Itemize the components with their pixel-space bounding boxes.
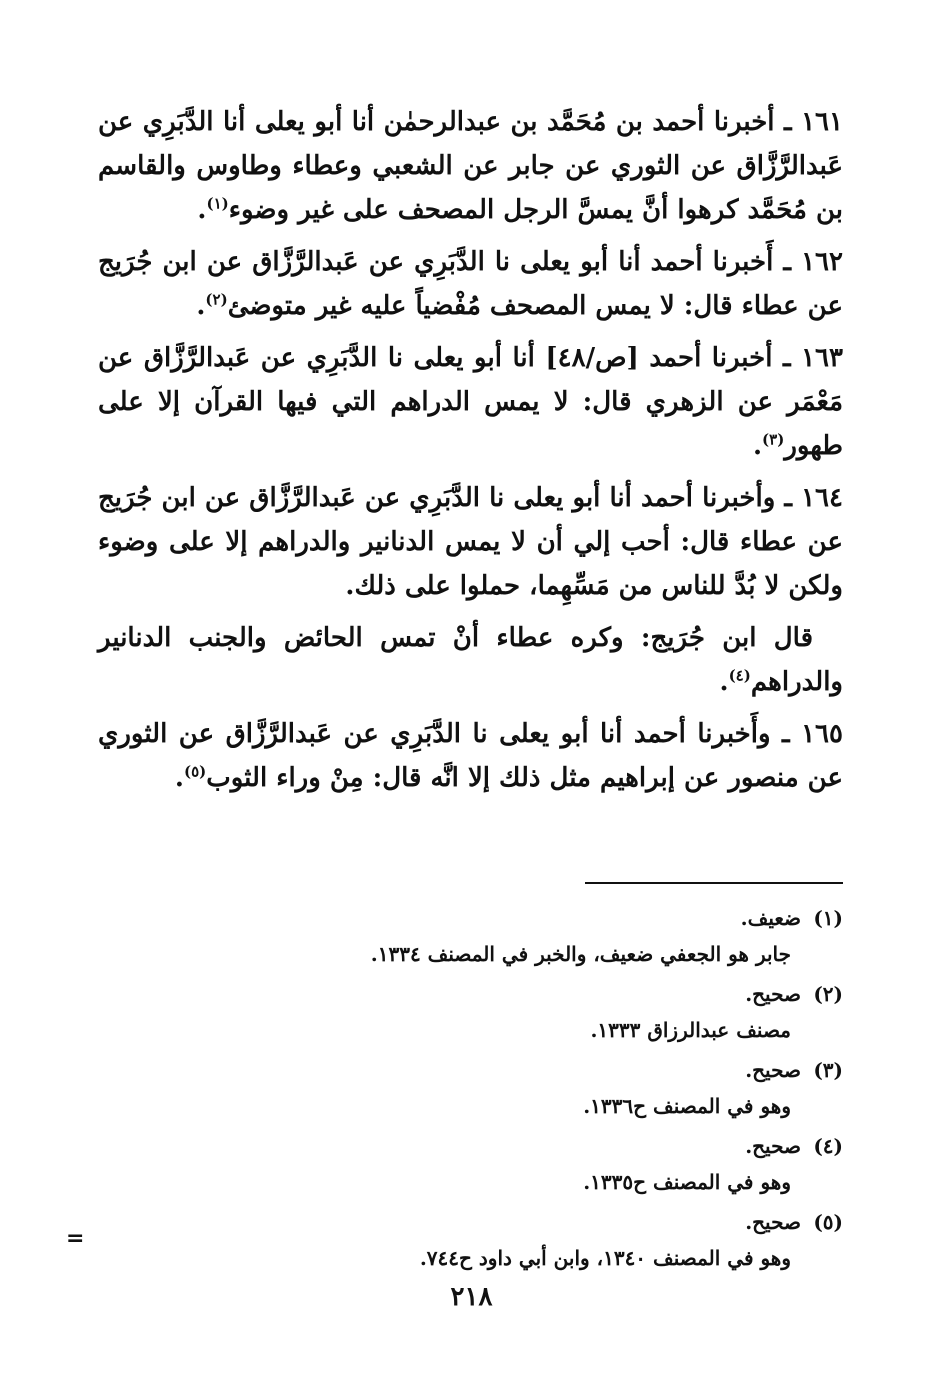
- hadith-164: [98, 476, 843, 608]
- hadith-tail: .: [196, 291, 206, 321]
- hadith-165: [98, 712, 843, 800]
- footnote-separator: [585, 882, 843, 884]
- footnote-ref: (٣): [762, 430, 785, 449]
- footnote-ref: (٢): [205, 290, 228, 309]
- footnote-ref: (٤): [728, 666, 751, 685]
- page-number: ٢١٨: [450, 1282, 493, 1312]
- hadith-text: ١٦٤ ـ وأخبرنا أحمد أنا أبو يعلى نا الدَّبَرِي عن عَبدالرَّزَّاق عن ابن جُرَيج عن عطاء قال: أحب إلي أن لا يمس الدنانير والدراهم إلا على وضوء ولكن لا بُدَّ للناس من مَسِّهِما، حملوا على ذلك.: [98, 483, 843, 601]
- footnote-number: (٥): [813, 1210, 843, 1234]
- footnote-body: جابر هو الجعفي ضعيف، والخبر في المصنف ١٣٣٤.: [370, 942, 791, 966]
- footnote-5: [98, 1204, 843, 1276]
- hadith-text: ١٦٢ ـ أَخبرنا أحمد أنا أبو يعلى نا الدَّبَرِي عن عَبدالرَّزَّاق عن ابن جُرَيج عن عطاء قال: لا يمس المصحف مُفْضياً عليه غير متوضئ: [98, 247, 843, 321]
- hadith-text: ١٦٥ ـ وأَخبرنا أحمد أنا أبو يعلى نا الدَّبَرِي عن عَبدالرَّزَّاق عن الثوري عن منصور عن إبراهيم مثل ذلك إلا انَّه قال: مِنْ وراء الثوب: [98, 719, 843, 793]
- footnote-body: وهو في المصنف ح١٣٣٦.: [583, 1094, 791, 1118]
- footnote-number: (١): [813, 906, 843, 930]
- footnotes: [98, 900, 843, 1280]
- footnote-4: [98, 1128, 843, 1200]
- hadith-text: ١٦٣ ـ أخبرنا أحمد [ص/٤٨] أنا أبو يعلى نا الدَّبَرِي عن عَبدالرَّزَّاق عن مَعْمَر عن الزهري قال: لا يمس الدراهم التي فيها القرآن إلا على طهور: [98, 343, 843, 461]
- footnote-ref: (١): [206, 194, 229, 213]
- footnote-body: مصنف عبدالرزاق ١٣٣٣.: [590, 1018, 791, 1042]
- hadith-text: ١٦١ ـ أخبرنا أحمد بن مُحَمَّد بن عبدالرحمٰن أنا أبو يعلى أنا الدَّبَرِي عن عَبدالرَّزَّاق عن الثوري عن جابر عن الشعبي وعطاء وطاوس والقاسم بن مُحَمَّد كرهوا أنَّ يمسَّ الرجل المصحف على غير وضوء: [98, 107, 843, 225]
- footnote-body: وهو في المصنف ح١٣٣٥.: [583, 1170, 791, 1194]
- hadith-tail: .: [752, 431, 763, 461]
- footnote-grade: صحيح.: [745, 1134, 801, 1158]
- footnote-body: وهو في المصنف ١٣٤٠، وابن أبي داود ح٧٤٤.: [419, 1246, 791, 1270]
- hadith-tail: .: [719, 667, 729, 697]
- hadith-162: [98, 240, 843, 328]
- hadith-tail: .: [197, 195, 207, 225]
- footnote-grade: ضعيف.: [740, 906, 801, 930]
- footnote-grade: صحيح.: [745, 1210, 801, 1234]
- footnote-number: (٣): [813, 1058, 843, 1082]
- main-text: [98, 100, 843, 808]
- footnote-number: (٤): [813, 1134, 843, 1158]
- footnote-2: [98, 976, 843, 1048]
- footnote-grade: صحيح.: [745, 1058, 801, 1082]
- footnote-1: [98, 900, 843, 972]
- continuation-mark: =: [66, 1226, 85, 1251]
- hadith-163: [98, 336, 843, 468]
- ibn-jurayj-note: [98, 616, 843, 704]
- hadith-tail: .: [174, 763, 184, 793]
- footnote-number: (٢): [813, 982, 843, 1006]
- footnote-3: [98, 1052, 843, 1124]
- hadith-text: قال ابن جُرَيج: وكره عطاء أنْ تمس الحائض والجنب الدنانير والدراهم: [98, 623, 843, 697]
- footnote-ref: (٥): [183, 762, 207, 781]
- footnote-grade: صحيح.: [745, 982, 801, 1006]
- hadith-161: [98, 100, 843, 232]
